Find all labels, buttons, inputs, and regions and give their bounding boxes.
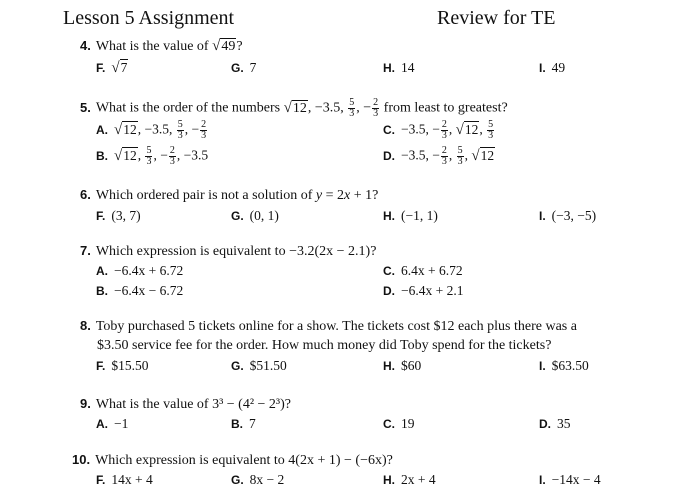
q8-option-f[interactable]: F. $15.50 xyxy=(96,358,149,373)
q6-option-i[interactable]: I. (−3, −5) xyxy=(539,208,597,223)
lesson-title: Lesson 5 Assignment xyxy=(63,7,235,29)
q4-option-h[interactable]: H. 14 xyxy=(383,60,415,75)
q4-option-f[interactable]: F. √7 xyxy=(96,60,128,76)
q10-option-i[interactable]: I. −14x − 4 xyxy=(539,472,601,487)
q7-option-c[interactable]: C. 6.4x + 6.72 xyxy=(383,263,463,278)
review-title: Review for TE xyxy=(437,7,556,29)
question-8: 8. Toby purchased 5 tickets online for a show. The tickets cost $12 each plus there was a xyxy=(80,318,577,334)
q6-option-g[interactable]: G. (0, 1) xyxy=(231,208,279,223)
question-7: 7. Which expression is equivalent to −3.2(2x − 2.1)? xyxy=(80,243,377,259)
q5-option-c[interactable]: C. −3.5, − $\frac{2}{3}$ , √12, $\frac{5}{3}$ xyxy=(383,119,494,141)
q10-option-f[interactable]: F. 14x + 4 xyxy=(96,472,153,487)
q9-option-b[interactable]: B. 7 xyxy=(231,416,256,431)
question-9: 9. What is the value of 3³ − (4² − 2³)? xyxy=(80,396,292,412)
q6-option-h[interactable]: H. (−1, 1) xyxy=(383,208,438,223)
q5-option-b[interactable]: B. √12, $\frac{5}{3}$ , − $\frac{2}{3}$ , −3.5 xyxy=(96,145,209,167)
q9-option-c[interactable]: C. 19 xyxy=(383,416,415,431)
q5-option-a[interactable]: A. √12, −3.5, $\frac{5}{3}$ , − $\frac{2}{3}$ xyxy=(96,119,207,141)
question-10: 10. Which expression is equivalent to 4(2x + 1) − (−6x)? xyxy=(72,452,393,468)
q7-option-a[interactable]: A. −6.4x + 6.72 xyxy=(96,263,184,278)
q4-option-i[interactable]: I. 49 xyxy=(539,60,566,75)
question-number: 4. xyxy=(80,38,91,53)
q5-option-d[interactable]: D. −3.5, − $\frac{2}{3}$ , $\frac{5}{3}$ , √12 xyxy=(383,145,495,167)
question-6: 6. Which ordered pair is not a solution of y = 2x + 1? xyxy=(80,187,379,203)
q10-option-h[interactable]: H. 2x + 4 xyxy=(383,472,436,487)
q9-option-a[interactable]: A. −1 xyxy=(96,416,129,431)
q7-option-d[interactable]: D. −6.4x + 2.1 xyxy=(383,283,464,298)
question-4: 4. What is the value of √49? xyxy=(80,38,243,54)
sqrt-expression: √49 xyxy=(212,38,236,54)
q8-option-i[interactable]: I. $63.50 xyxy=(539,358,589,373)
question-8-line-2: $3.50 service fee for the order. How much money did Toby spend for the tickets? xyxy=(97,338,552,353)
q9-option-d[interactable]: D. 35 xyxy=(539,416,571,431)
q6-option-f[interactable]: F. (3, 7) xyxy=(96,208,141,223)
q7-option-b[interactable]: B. −6.4x − 6.72 xyxy=(96,283,184,298)
q4-option-g[interactable]: G. 7 xyxy=(231,60,257,75)
q8-option-g[interactable]: G. $51.50 xyxy=(231,358,287,373)
q8-option-h[interactable]: H. $60 xyxy=(383,358,422,373)
question-5: 5. What is the order of the numbers √12, −3.5, $\frac{5}{3}$ , − $\frac{2}{3}$ from least to greatest? xyxy=(80,97,508,119)
q10-option-g[interactable]: G. 8x − 2 xyxy=(231,472,285,487)
